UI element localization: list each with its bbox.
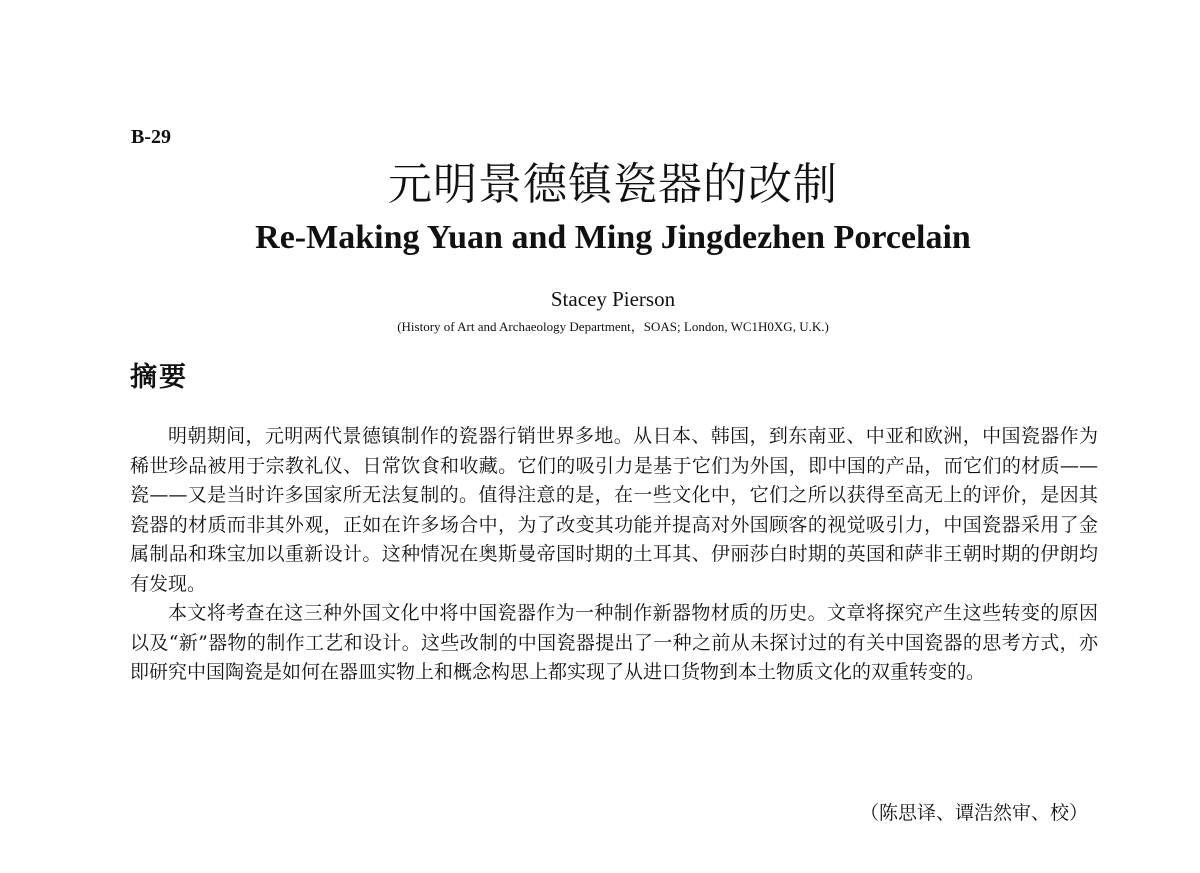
- abstract-heading: 摘要: [130, 362, 188, 393]
- abstract-paragraph: 本文将考查在这三种外国文化中将中国瓷器作为一种制作新器物材质的历史。文章将探究产生这些转变的原因以及“新”器物的制作工艺和设计。这些改制的中国瓷器提出了一种之前从未探讨过的有关中国瓷器的思考方式，亦即研究中国陶瓷是如何在器皿实物上和概念构思上都实现了从进口货物到本土物质文化的双重转变的。: [130, 602, 1098, 683]
- abstract-paragraph: 明朝期间，元明两代景德镇制作的瓷器行销世界多地。从日本、韩国，到东南亚、中亚和欧洲，中国瓷器作为稀世珍品被用于宗教礼仪、日常饮食和收藏。它们的吸引力是基于它们为外国，即中国的产品，而它们的材质——瓷——又是当时许多国家所无法复制的。值得注意的是，在一些文化中，它们之所以获得至高无上的评价，是因其瓷器的材质而非其外观，正如在许多场合中，为了改变其功能并提高对外国顾客的视觉吸引力，中国瓷器采用了金属制品和珠宝加以重新设计。这种情况在奥斯曼帝国时期的土耳其、伊丽莎白时期的英国和萨非王朝时期的伊朗均有发现。: [130, 425, 1098, 595]
- cut-off-next-section: [130, 864, 250, 873]
- chinese-title: 元明景德镇瓷器的改制: [388, 159, 838, 210]
- english-title: Re-Making Yuan and Ming Jingdezhen Porcelain: [255, 219, 971, 256]
- translation-credit: （陈思译、谭浩然审、校）: [859, 802, 1088, 824]
- author-name: Stacey Pierson: [550, 287, 676, 311]
- abstract-body: [130, 422, 1098, 688]
- paper-code: B-29: [131, 126, 171, 148]
- author-affiliation: (History of Art and Archaeology Department，SOAS; London, WC1H0XG, U.K.): [397, 319, 829, 334]
